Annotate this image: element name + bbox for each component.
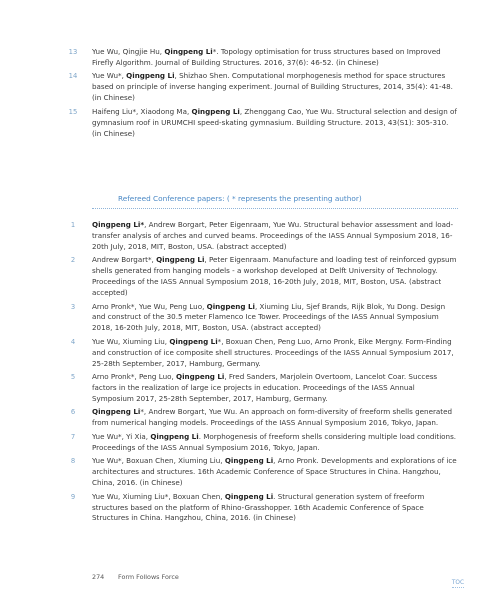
reference-number: 8 (70, 457, 76, 466)
reference-authors-before: Yue Wu*, Boxuan Chen, Xiuming Liu, (92, 456, 225, 466)
highlighted-author: Qingpeng Li (150, 431, 199, 441)
highlighted-author: Qingpeng Li (156, 255, 205, 265)
highlighted-author: Qingpeng Li (224, 456, 274, 466)
toc-link[interactable]: TOC (451, 580, 464, 586)
reference-number: 13 (68, 48, 78, 56)
reference-item (70, 372, 458, 405)
reference-item (70, 491, 458, 525)
reference-citation: . Structural generation system of freeform structures based on the platform of Rhino-Grasshopper. 16th Academic Conference of Space Structures in China. Hangzhou, China, 2016. (in Chinese) (92, 491, 425, 523)
reference-citation: , Fred Sanders, Marjolein Overtoom, Lancelot Coar. Success factors in the realization of large ice projects in education. Proceedings of the IASS Annual Symposium 2017, 25-28th September, 2017, Hamburg, Germany. (92, 372, 438, 403)
reference-item (70, 456, 458, 489)
reference-number: 5 (70, 373, 76, 382)
reference-citation: . Morphogenesis of freeform shells considering multiple load conditions. Proceedings of the IASS Annual Symposium 2016, Tokyo, Japan. (92, 431, 457, 452)
reference-item (70, 255, 458, 299)
reference-number: 9 (70, 492, 76, 501)
reference-authors-before: Arno Pronk*, Peng Luo, (92, 372, 177, 382)
reference-authors-before: Yue Wu, Xiuming Liu*, Boxuan Chen, (92, 491, 225, 501)
reference-item (70, 220, 458, 253)
reference-number: 4 (70, 337, 76, 346)
reference-number: 7 (70, 432, 76, 441)
reference-item (70, 431, 458, 454)
reference-authors-before: Arno Pronk*, Yue Wu, Peng Luo, (92, 301, 207, 311)
reference-item (68, 106, 458, 140)
reference-authors-before: Yue Wu, Qingjie Hu, (92, 47, 165, 56)
highlighted-author: Qingpeng Li (224, 491, 274, 501)
highlighted-author: Qingpeng Li* (92, 220, 145, 229)
reference-authors-before: Yue Wu*, (92, 71, 127, 81)
highlighted-author: Qingpeng Li (92, 407, 141, 417)
reference-citation: , Andrew Borgart, Peter Eigenraam, Yue Wu. Structural behavior assessment and load-transfer analysis of arches and curved beams. Proceedings of the IASS Annual Symposium 2018, 16-20th July, 2018, MIT, Boston, USA. (abstract accepted) (92, 220, 454, 251)
page-number: 274 (92, 573, 105, 581)
reference-citation: , Arno Pronk. Developments and explorations of ice architectures and structures. 16th Academic Conference of Space Structures in China. Hangzhou, China, 2016. (in Chinese) (92, 456, 457, 488)
reference-citation: , Shizhao Shen. Computational morphogenesis method for space structures based on principle of inverse hanging experiment. Journal of Building Structures, 2014, 35(4): 41-48. (in Chinese) (92, 71, 453, 103)
reference-number: 3 (70, 302, 76, 311)
highlighted-author: Qingpeng Li (191, 106, 240, 116)
reference-authors-before: Yue Wu*, Yi Xia, (92, 431, 151, 441)
highlighted-author: Qingpeng Li (169, 336, 218, 346)
reference-citation: *, Andrew Borgart, Yue Wu. An approach on form-diversity of freeform shells generated from numerical hanging models. Proceedings of the IASS Annual Symposium 2016, Tokyo, Japan. (92, 407, 453, 428)
section-divider (92, 208, 458, 209)
journal-paper-list (68, 47, 458, 142)
conference-paper-list (70, 220, 458, 527)
reference-item (68, 47, 458, 69)
highlighted-author: Qingpeng Li (164, 47, 213, 56)
running-title: Form Follows Force (118, 573, 179, 581)
reference-citation: , Peter Eigenraam. Manufacture and loading test of reinforced gypsum shells generated from hanging models - a workshop developed at Delft University of Technology. Proceedings of the IASS Annual Symposium 2018, 16-20th July, 2018, MIT, Boston, USA. (abstract accepted) (92, 255, 457, 298)
reference-number: 1 (70, 221, 76, 229)
reference-item (70, 336, 458, 370)
reference-citation: , Xiuming Liu, Sjef Brands, Rijk Blok, Yu Dong. Design and construct of the 30.5 meter Flamenco Ice Tower. Proceedings of the IASS Annual Symposium 2018, 16-20th July, 2018, MIT, Boston, USA. (abstract accepted) (92, 301, 446, 333)
highlighted-author: Qingpeng Li (206, 301, 255, 311)
reference-number: 6 (70, 408, 76, 417)
reference-item (70, 301, 458, 335)
highlighted-author: Qingpeng Li (126, 71, 175, 81)
reference-citation: , Zhenggang Cao, Yue Wu. Structural selection and design of gymnasium roof in URUMCHI speed-skating gymnasium. Building Structure. 2013, 43(S1): 305-310. (in Chinese) (92, 106, 457, 138)
reference-number: 2 (70, 256, 76, 265)
reference-item (68, 71, 458, 104)
conference-section-heading: Refereed Conference papers: ( * represents the presenting author) (118, 194, 362, 203)
reference-citation: *. Topology optimisation for truss structures based on Improved Firefly Algorithm. Journal of Building Structures. 2016, 37(6): 46-52. (in Chinese) (92, 47, 441, 67)
reference-authors-before: Haifeng Liu*, Xiaodong Ma, (92, 106, 192, 116)
reference-authors-before: Yue Wu, Xiuming Liu, (92, 336, 170, 346)
reference-item (70, 407, 458, 429)
reference-number: 15 (68, 107, 78, 116)
reference-authors-before: Andrew Borgart*, (92, 255, 157, 265)
reference-citation: *, Boxuan Chen, Peng Luo, Arno Pronk, Eike Mergny. Form-Finding and construction of ice composite shell structures. Proceedings of the IASS Annual Symposium 2017, 25-28th September, 2017, Hamburg, Germany. (92, 336, 454, 368)
highlighted-author: Qingpeng Li (176, 372, 225, 382)
reference-number: 14 (68, 72, 78, 81)
